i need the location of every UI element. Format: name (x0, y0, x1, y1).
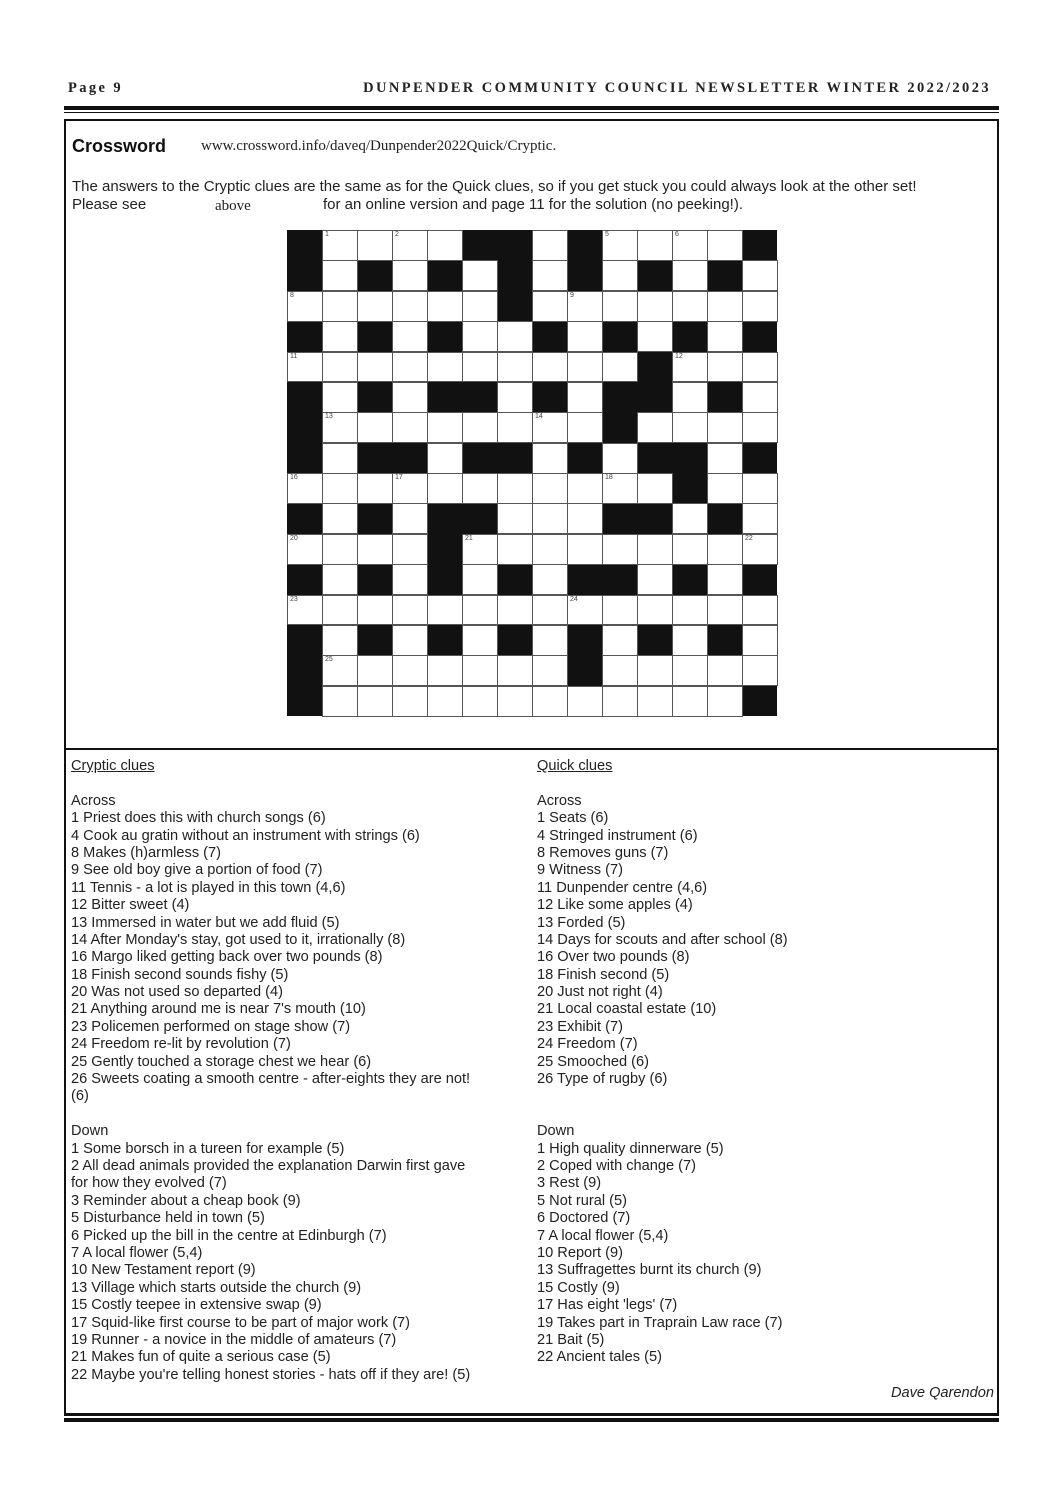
grid-cell[interactable] (742, 534, 778, 565)
grid-cell[interactable] (497, 321, 533, 352)
grid-cell[interactable] (637, 291, 673, 322)
clue-item: 16 Margo liked getting back over two pounds (8) (71, 949, 383, 966)
grid-number: 23 (290, 595, 298, 603)
clue-item: 20 Just not right (4) (537, 984, 663, 1001)
grid-cell[interactable] (322, 382, 358, 413)
clue-item: (6) (71, 1088, 89, 1105)
grid-cell[interactable] (707, 321, 743, 352)
grid-number: 20 (290, 534, 298, 542)
grid-cell[interactable] (392, 260, 428, 291)
grid-cell[interactable] (602, 291, 638, 322)
grid-cell[interactable] (357, 655, 393, 686)
quick-across-list (537, 810, 788, 1088)
clue-item: 20 Was not used so departed (4) (71, 984, 284, 1001)
grid-cell[interactable] (322, 352, 358, 383)
grid-number: 1 (325, 231, 329, 238)
grid-cell[interactable] (392, 291, 428, 322)
grid-cell[interactable] (322, 473, 358, 504)
grid-number: 22 (745, 534, 753, 542)
clue-item: 7 A local flower (5,4) (71, 1244, 203, 1261)
quick-across-heading: Across (537, 792, 582, 809)
grid-cell[interactable] (672, 260, 708, 291)
grid-cell[interactable] (392, 473, 428, 504)
grid-cell[interactable] (532, 655, 568, 686)
clue-item: 21 Local coastal estate (10) (537, 1001, 717, 1018)
author-signature: Dave Qarendon (890, 1385, 994, 1401)
intro-line-2-start: Please see (72, 196, 147, 213)
quick-heading: Quick clues (537, 758, 613, 774)
grid-cell[interactable] (322, 260, 358, 291)
grid-cell[interactable] (462, 352, 498, 383)
grid-cell[interactable] (357, 291, 393, 322)
grid-cell[interactable] (357, 473, 393, 504)
grid-cell[interactable] (672, 503, 708, 534)
grid-cell[interactable] (602, 686, 638, 717)
grid-cell[interactable] (462, 291, 498, 322)
grid-cell[interactable] (497, 655, 533, 686)
grid-cell[interactable] (462, 595, 498, 626)
grid-cell[interactable] (707, 230, 743, 261)
grid-cell[interactable] (707, 534, 743, 565)
crossword-grid (287, 230, 777, 716)
grid-cell[interactable] (672, 686, 708, 717)
page-header (68, 80, 991, 102)
clue-item: 17 Squid-like first course to be part of major work (7) (71, 1314, 411, 1331)
clue-item: 1 Some borsch in a tureen for example (5) (71, 1140, 345, 1157)
grid-cell[interactable] (672, 625, 708, 656)
clue-item: 21 Makes fun of quite a serious case (5) (71, 1349, 331, 1366)
grid-cell[interactable] (357, 686, 393, 717)
clue-item: for how they evolved (7) (71, 1175, 227, 1192)
grid-cell[interactable] (532, 352, 568, 383)
grid-cell[interactable] (707, 412, 743, 443)
grid-cell[interactable] (637, 655, 673, 686)
grid-cell[interactable] (287, 534, 323, 565)
clue-item: 16 Over two pounds (8) (537, 949, 690, 966)
grid-cell[interactable] (392, 503, 428, 534)
grid-cell[interactable] (392, 321, 428, 352)
grid-cell[interactable] (497, 352, 533, 383)
grid-cell[interactable] (322, 412, 358, 443)
grid-cell[interactable] (707, 595, 743, 626)
grid-cell[interactable] (532, 534, 568, 565)
grid-cell[interactable] (637, 412, 673, 443)
grid-cell[interactable] (392, 230, 428, 261)
grid-number: 25 (325, 656, 333, 664)
grid-cell[interactable] (742, 412, 778, 443)
grid-cell[interactable] (742, 625, 778, 656)
grid-cell[interactable] (497, 412, 533, 443)
clue-item: 10 New Testament report (9) (71, 1262, 256, 1279)
grid-cell[interactable] (707, 686, 743, 717)
crossword-box (64, 119, 999, 1415)
grid-cell[interactable] (497, 534, 533, 565)
grid-number: 12 (675, 352, 683, 360)
clue-item: 11 Tennis - a lot is played in this town (4,6) (71, 879, 346, 896)
quick-clues-column (537, 758, 788, 1367)
grid-cell[interactable] (462, 321, 498, 352)
grid-cell[interactable] (672, 230, 708, 261)
grid-cell[interactable] (427, 595, 463, 626)
clue-item: 23 Policemen performed on stage show (7) (71, 1018, 351, 1035)
grid-cell[interactable] (462, 655, 498, 686)
grid-cell[interactable] (532, 625, 568, 656)
grid-cell[interactable] (567, 503, 603, 534)
grid-cell[interactable] (357, 412, 393, 443)
grid-cell[interactable] (322, 595, 358, 626)
cryptic-down-list (71, 1141, 470, 1384)
grid-cell[interactable] (567, 686, 603, 717)
clue-item: 26 Sweets coating a smooth centre - after-eights they are not! (71, 1071, 471, 1088)
grid-cell[interactable] (567, 352, 603, 383)
grid-number: 24 (570, 595, 578, 603)
grid-cell[interactable] (742, 655, 778, 686)
clue-item: 23 Exhibit (7) (537, 1018, 623, 1035)
grid-cell[interactable] (532, 291, 568, 322)
clue-item: 18 Finish second sounds fishy (5) (71, 966, 289, 983)
footer-rule-thin (64, 1415, 999, 1416)
grid-number: 16 (290, 474, 298, 481)
clue-item: 9 See old boy give a portion of food (7) (71, 862, 323, 879)
grid-cell[interactable] (532, 503, 568, 534)
grid-cell[interactable] (462, 260, 498, 291)
clue-item: 15 Costly teepee in extensive swap (9) (71, 1297, 322, 1314)
grid-cell[interactable] (392, 595, 428, 626)
grid-cell[interactable] (602, 595, 638, 626)
intro-line-1: The answers to the Cryptic clues are the same as for the Quick clues, so if you get stuck you could always look at the other set! (72, 178, 917, 195)
clue-item: 3 Rest (9) (537, 1175, 602, 1192)
cryptic-clues-column (71, 758, 470, 1384)
grid-cell[interactable] (357, 534, 393, 565)
grid-cell[interactable] (462, 564, 498, 595)
grid-cell[interactable] (462, 412, 498, 443)
grid-number: 6 (675, 231, 679, 238)
grid-cell[interactable] (567, 534, 603, 565)
grid-cell[interactable] (567, 382, 603, 413)
grid-cell[interactable] (392, 686, 428, 717)
grid-number: 13 (325, 413, 333, 421)
clue-item: 1 Priest does this with church songs (6) (71, 810, 326, 827)
grid-cell[interactable] (322, 686, 358, 717)
grid-cell[interactable] (392, 412, 428, 443)
newsletter-title: DUNPENDER COMMUNITY COUNCIL NEWSLETTER WINTER 2022/2023 (363, 80, 991, 96)
grid-cell[interactable] (427, 230, 463, 261)
intro-above-word: above (215, 198, 251, 214)
grid-cell[interactable] (742, 382, 778, 413)
grid-cell[interactable] (707, 443, 743, 474)
clue-item: 11 Dunpender centre (4,6) (537, 879, 708, 896)
grid-cell[interactable] (567, 291, 603, 322)
grid-cell[interactable] (287, 291, 323, 322)
grid-cell[interactable] (427, 686, 463, 717)
clue-item: 6 Picked up the bill in the centre at Edinburgh (7) (71, 1227, 387, 1244)
intro-line-2-end: for an online version and page 11 for the solution (no peeking!). (323, 196, 743, 213)
clue-item: 12 Like some apples (4) (537, 897, 693, 914)
grid-cell[interactable] (462, 473, 498, 504)
grid-cell[interactable] (602, 352, 638, 383)
grid-cell[interactable] (427, 412, 463, 443)
clue-item: 10 Report (9) (537, 1244, 623, 1261)
grid-cell[interactable] (637, 473, 673, 504)
grid-cell[interactable] (392, 564, 428, 595)
clue-item: 13 Immersed in water but we add fluid (5) (71, 914, 340, 931)
grid-cell[interactable] (602, 534, 638, 565)
grid-cell[interactable] (322, 625, 358, 656)
grid-cell[interactable] (742, 473, 778, 504)
grid-cell[interactable] (707, 564, 743, 595)
grid-cell[interactable] (602, 260, 638, 291)
grid-cell[interactable] (742, 260, 778, 291)
grid-cell[interactable] (637, 534, 673, 565)
grid-cell[interactable] (637, 321, 673, 352)
grid-cell[interactable] (567, 412, 603, 443)
grid-cell[interactable] (672, 655, 708, 686)
cryptic-heading: Cryptic clues (71, 758, 155, 774)
grid-cell[interactable] (427, 443, 463, 474)
grid-cell[interactable] (637, 230, 673, 261)
grid-cell[interactable] (322, 564, 358, 595)
grid-cell[interactable] (637, 595, 673, 626)
grid-cell[interactable] (462, 686, 498, 717)
grid-cell[interactable] (602, 473, 638, 504)
clue-item: 2 Coped with change (7) (537, 1157, 697, 1174)
clue-item: 5 Disturbance held in town (5) (71, 1210, 265, 1227)
grid-cell[interactable] (672, 352, 708, 383)
grid-number: 17 (395, 474, 403, 481)
section-divider (66, 748, 997, 750)
grid-cell[interactable] (357, 230, 393, 261)
grid-cell[interactable] (707, 473, 743, 504)
grid-cell[interactable] (672, 382, 708, 413)
page-number: Page 9 (68, 80, 124, 96)
grid-number: 5 (605, 231, 609, 238)
clue-item: 14 After Monday's stay, got used to it, irrationally (8) (71, 931, 406, 948)
cryptic-across-heading: Across (71, 792, 116, 809)
clue-item: 21 Bait (5) (537, 1331, 605, 1348)
grid-cell[interactable] (322, 321, 358, 352)
grid-cell[interactable] (602, 625, 638, 656)
grid-cell[interactable] (322, 230, 358, 261)
grid-number: 14 (535, 413, 543, 421)
grid-cell[interactable] (742, 291, 778, 322)
grid-cell[interactable] (532, 686, 568, 717)
quick-down-heading: Down (537, 1123, 575, 1140)
grid-cell[interactable] (707, 655, 743, 686)
grid-cell[interactable] (322, 291, 358, 322)
clue-item: 13 Forded (5) (537, 914, 626, 931)
clue-item: 13 Suffragettes burnt its church (9) (537, 1262, 762, 1279)
grid-cell[interactable] (427, 352, 463, 383)
grid-cell[interactable] (392, 382, 428, 413)
grid-cell[interactable] (497, 595, 533, 626)
grid-number: 21 (465, 534, 473, 542)
grid-number: 9 (570, 291, 574, 299)
grid-number: 11 (290, 352, 298, 360)
clue-item: 4 Stringed instrument (6) (537, 827, 698, 844)
grid-cell[interactable] (462, 625, 498, 656)
clue-item: 24 Freedom re-lit by revolution (7) (71, 1036, 291, 1053)
clue-item: 7 A local flower (5,4) (537, 1227, 669, 1244)
grid-cell[interactable] (567, 473, 603, 504)
grid-cell[interactable] (742, 595, 778, 626)
clue-item: 8 Makes (h)armless (7) (71, 844, 222, 861)
clue-item: 9 Witness (7) (537, 862, 623, 879)
grid-cell[interactable] (462, 534, 498, 565)
clue-item: 1 Seats (6) (537, 810, 609, 827)
grid-cell[interactable] (707, 291, 743, 322)
grid-cell[interactable] (322, 655, 358, 686)
grid-cell[interactable] (532, 230, 568, 261)
cryptic-down-heading: Down (71, 1123, 109, 1140)
clue-item: 21 Anything around me is near 7's mouth (10) (71, 1001, 366, 1018)
grid-cell[interactable] (532, 412, 568, 443)
clue-item: 13 Village which starts outside the church (9) (71, 1279, 362, 1296)
crossword-url[interactable]: www.crossword.info/daveq/Dunpender2022Quick/Cryptic. (201, 138, 557, 154)
clue-item: 3 Reminder about a cheap book (9) (71, 1192, 301, 1209)
grid-cell[interactable] (497, 503, 533, 534)
header-rule-thin (64, 112, 999, 113)
grid-cell[interactable] (532, 564, 568, 595)
clue-item: 25 Gently touched a storage chest we hear (6) (71, 1053, 372, 1070)
grid-cell[interactable] (427, 291, 463, 322)
clue-item: 12 Bitter sweet (4) (71, 897, 190, 914)
grid-cell[interactable] (357, 352, 393, 383)
grid-cell[interactable] (322, 503, 358, 534)
grid-cell[interactable] (497, 686, 533, 717)
grid-cell[interactable] (532, 473, 568, 504)
grid-cell[interactable] (672, 534, 708, 565)
clue-item: 4 Cook au gratin without an instrument with strings (6) (71, 827, 420, 844)
grid-cell[interactable] (392, 655, 428, 686)
grid-cell[interactable] (427, 655, 463, 686)
grid-cell[interactable] (707, 352, 743, 383)
clue-item: 17 Has eight 'legs' (7) (537, 1297, 678, 1314)
grid-cell[interactable] (392, 534, 428, 565)
clue-item: 14 Days for scouts and after school (8) (537, 931, 788, 948)
grid-cell[interactable] (672, 291, 708, 322)
grid-cell[interactable] (602, 230, 638, 261)
clue-item: 24 Freedom (7) (537, 1036, 638, 1053)
clue-item: 8 Removes guns (7) (537, 844, 669, 861)
clue-item: 2 All dead animals provided the explanation Darwin first gave (71, 1157, 466, 1174)
grid-cell[interactable] (567, 321, 603, 352)
grid-cell[interactable] (287, 595, 323, 626)
crossword-title: Crossword (72, 136, 167, 156)
grid-cell[interactable] (497, 382, 533, 413)
clue-item: 22 Maybe you're telling honest stories - hats off if they are! (5) (71, 1366, 471, 1383)
clue-item: 25 Smooched (6) (537, 1053, 649, 1070)
grid-cell[interactable] (532, 595, 568, 626)
grid-cell[interactable] (392, 625, 428, 656)
grid-cell[interactable] (672, 412, 708, 443)
quick-down-list (537, 1141, 788, 1367)
grid-cell[interactable] (322, 534, 358, 565)
grid-cell[interactable] (497, 473, 533, 504)
grid-cell[interactable] (532, 443, 568, 474)
grid-cell[interactable] (287, 473, 323, 504)
grid-cell[interactable] (637, 564, 673, 595)
grid-number: 8 (290, 291, 294, 299)
grid-cell[interactable] (532, 260, 568, 291)
clue-item: 6 Doctored (7) (537, 1210, 631, 1227)
grid-cell[interactable] (567, 595, 603, 626)
grid-cell[interactable] (322, 443, 358, 474)
clue-item: 5 Not rural (5) (537, 1192, 628, 1209)
grid-cell[interactable] (637, 686, 673, 717)
clue-item: 26 Type of rugby (6) (537, 1071, 668, 1088)
clue-item: 19 Takes part in Traprain Law race (7) (537, 1314, 783, 1331)
grid-number: 2 (395, 231, 399, 238)
footer-rule (64, 1418, 999, 1422)
grid-cell[interactable] (672, 595, 708, 626)
clue-item: 15 Costly (9) (537, 1279, 620, 1296)
grid-cell[interactable] (602, 655, 638, 686)
grid-cell[interactable] (357, 595, 393, 626)
grid-cell[interactable] (392, 352, 428, 383)
clue-item: 19 Runner - a novice in the middle of amateurs (7) (71, 1331, 397, 1348)
header-rule (64, 106, 999, 110)
grid-cell[interactable] (742, 352, 778, 383)
clue-item: 18 Finish second (5) (537, 966, 670, 983)
clue-item: 22 Ancient tales (5) (537, 1349, 662, 1366)
grid-cell[interactable] (742, 503, 778, 534)
grid-cell[interactable] (287, 352, 323, 383)
grid-cell[interactable] (427, 473, 463, 504)
grid-number: 18 (605, 474, 613, 481)
grid-cell[interactable] (602, 443, 638, 474)
clue-item: 1 High quality dinnerware (5) (537, 1140, 724, 1157)
cryptic-across-list (71, 810, 470, 1106)
